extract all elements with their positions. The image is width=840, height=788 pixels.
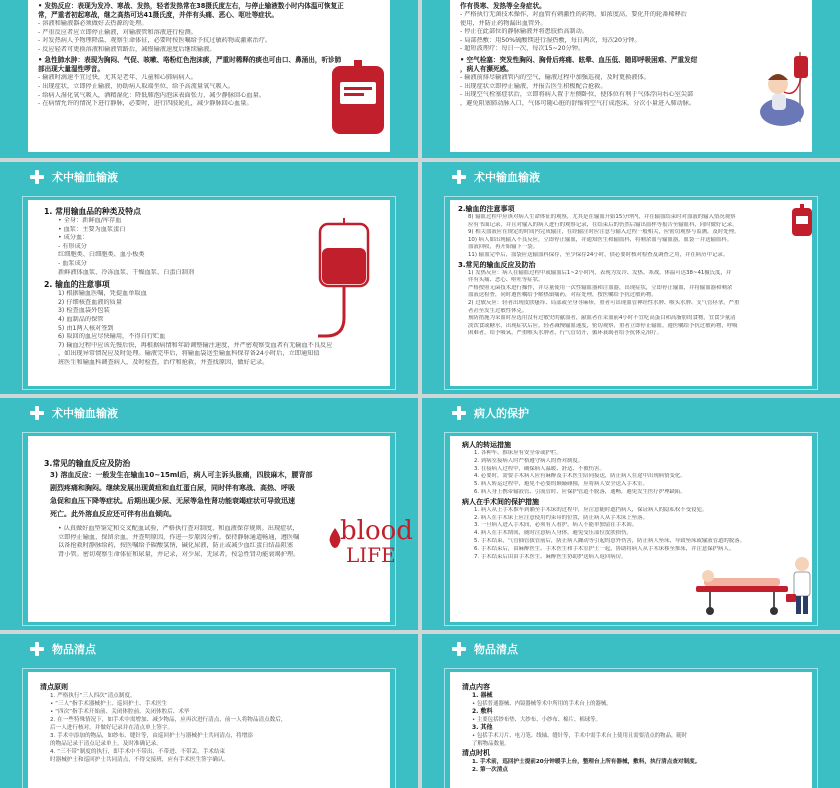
text-line: 作有畏寒、发热等全身症状。 (460, 2, 546, 10)
section-heading: 1. 常用输血品的种类及特点 (44, 207, 141, 216)
text-line: • 发热反应：表现为发冷、寒战、发热，轻者发热常在38摄氏度左右，与停止输液数小时内体温可恢复正 (38, 2, 344, 10)
list-item: 2. 到病室接病人时严格遵守病人的查对制度。 (474, 457, 584, 464)
slide-2-card (450, 0, 812, 152)
section-heading: 2. 输血的注意事项 (44, 280, 110, 290)
list-item: 班医生和输血科调查病人，及时检查，治疗和抢救，并查找原因，做好记录。 (58, 358, 269, 366)
plus-icon (452, 642, 466, 656)
list-item: 6. 手术结束后，由麻醉医生、手术医生和手术室护士一起，协助将病人从手术床移至推床，并注意保护病人。 (474, 545, 735, 552)
plus-icon (452, 406, 466, 420)
section-heading: 3.常见的输血反应及防治 (458, 260, 536, 269)
patient-iv-illustration (756, 48, 826, 134)
slide-7-text (40, 682, 286, 764)
slide-header (422, 634, 840, 664)
plus-icon (30, 642, 44, 656)
list-item: 2. 敷料 (472, 708, 493, 715)
text-line: - 停止在此部位的静脉输液并将患肢抬高制动。 (460, 28, 588, 36)
stretcher-illustration (690, 556, 820, 618)
text-line: - 超短波理疗：每日一次，每次15~20分钟。 (460, 45, 585, 53)
text-line: - 出现症状立即停止输液，并报告医生积极配合抢救。 (460, 82, 607, 90)
slide-title: 病人的保护 (474, 407, 529, 420)
list-item: 3. 一旦病人进入手术间，必须有人看护，病人不能单独留在手术间。 (474, 522, 638, 529)
section-heading: 3.常见的输血反应及防治 (44, 459, 131, 468)
text-line: - 在病情允许的情况下进行静脉，必要时，进行四肢轮扎，减少静脉回心血量。 (38, 100, 253, 108)
text-line: 常，严重者初起寒战，继之高热可达41摄氏度，并伴有头痛、恶心、呕吐等症状。 (38, 11, 278, 19)
list-item: 2) 过敏反应：轻者出现皮肤瘙痒、局部或全身荨麻疹，重者可出现血管神经性水肿、喉头水肿、支气管痉挛，严重 (468, 299, 740, 306)
list-item: 3. 手术中添加的物品，如纱布、缝针等，由巡回护士与器械护士共同清点，将增添 (50, 733, 253, 739)
blood-bag-icon (790, 204, 814, 238)
blood-bag-illustration (326, 60, 390, 138)
list-item: • 包括手术刀片、电刀笔、线轴、缝针等，手术中需手术台上使用且需要清点的物品，随时 (472, 733, 688, 739)
list-item: 时器械护士和巡回护士共同清点，不得交接班，应有手术医生签字确认。 (50, 757, 230, 763)
list-item: 者甚至发生过敏性休克。 (468, 307, 528, 314)
list-item: • 全身：新鲜血/库存血 (58, 217, 122, 224)
text-line: ，病人有濒死感。 (460, 64, 513, 73)
slide-1 (0, 0, 418, 158)
list-item: 7. 手术结束后由由手术医生、麻醉医生协助护送病人返回病房。 (474, 553, 627, 560)
life-word: LIFE (346, 543, 396, 567)
list-item: 4. “三不带”制度的执行，即手术中不带出、不带进、不带丢，手术结束 (50, 749, 226, 755)
slide-8-text (462, 682, 700, 774)
slide-title: 术中输血输液 (52, 171, 118, 184)
slide-1-card (28, 0, 390, 152)
list-item: 5) 由1两人核对签到 (58, 324, 114, 332)
list-item: 3) 检查血袋外包装 (58, 307, 110, 315)
list-item: 10) 病人如出现输入不良反应，立即停止输血，并通知医生和输血科，将剩余血与输血器，血袋一并送输血科。 (468, 236, 733, 243)
list-item: 5. 病人转运过程中，避免不必要的颠簸碰撞，应将病人安全送入手术室。 (474, 481, 648, 488)
text-line: - 给病人湿化氧气吸入，酒精湿化：降低肺泡内泡沫表面张力，减少静脉回心血量。 (38, 91, 265, 99)
list-item: • “三人”指手术器械护士、巡回护士、手术医生 (50, 701, 168, 707)
text-line: - 溶液和输液器必须做好去热源的处理。 (38, 20, 148, 27)
list-item: 2. 第一次清点 (472, 767, 508, 773)
list-item: 1. 严格执行“三人四次”清点制度。 (50, 693, 136, 699)
text-line: - 严格执行无菌技术操作，对血管有刺激性的药物，如浓度高，要化开的轮番稀释后 (460, 11, 687, 18)
list-item: - 血浆成分 (58, 259, 87, 267)
text-line: 剧烈疼痛和胸闷。继续发展出现黄疸和血红蛋白尿，同时伴有寒战、高热、呼吸 (50, 484, 295, 492)
list-item: 3. 其他 (472, 724, 493, 731)
list-item: 1) 发热反应：病人在输血过程中或输血后1~2小时内，表现为发冷、发热、寒战，体温可达38~41摄氏度，并 (468, 269, 732, 276)
text-line: - 局部热敷：用50%硫酸镁进行湿热敷，每日两次，每次20分钟。 (460, 36, 641, 44)
slide-title: 物品清点 (52, 643, 96, 656)
section-heading: 2.输血的注意事项 (458, 205, 515, 213)
list-item: 4. 病人在手术期间，随时注意病人身体，避免受压部位皮肤损伤。 (474, 530, 632, 537)
list-item: 立即停止输血，保留余血，并查明原因，作进一步原因分析。保持静脉通道畅通，遵医嘱 (58, 533, 300, 541)
list-item: 后一人进行核对，并做好记录并在清点单上签字。 (50, 725, 174, 731)
list-item: 1. 病人从上手术推车到躺至手术床的过程中，应注意随时遮挡病人，保证病人的隐私权不受侵犯。 (474, 506, 708, 513)
text-line: - 反应轻者可更换溶液和输液管路后，减慢输液速度后继续输液。 (38, 45, 216, 53)
blood-word: blood (340, 516, 413, 546)
plus-icon (30, 406, 44, 420)
list-item: 淡饮食或糖水，出现症状后应，轻者减慢输血速度，密切观察，重者立即停止输血，遵医嘱给予抗过敏药物，呼吸 (468, 322, 738, 329)
list-item: 2) 仔细核查血液的质量 (58, 298, 123, 306)
slide-8 (422, 634, 840, 788)
list-item: 11) 输血完毕后，血袋应送输血科保存，至少保存24小时，供必要时核对检查及调查之用，并在病历中记录。 (468, 251, 729, 258)
section-heading: 病人的转运措施 (462, 441, 511, 449)
slide-title: 物品清点 (474, 643, 518, 656)
slide-6-card (450, 436, 812, 622)
list-item: 4) 血制品的保管 (58, 315, 104, 323)
text-line: ，避免阻塞肺动脉入口，气体可随心脏的舒缩将空气打成泡沫，分次小量进入肺动脉。 (460, 99, 696, 107)
list-item: 1. 各种车、推床应有安全带或护栏。 (474, 450, 562, 456)
text-line: 部出现大量湿性啰音。 (38, 65, 104, 74)
blood-bag-illustration (314, 218, 374, 348)
list-item: 血液回收，再开始输下一袋。 (468, 244, 539, 251)
list-item: 了解物品数量。 (472, 741, 510, 747)
list-item: 7) 输血过程中应该先慢后快，再根据病情和年龄调整输注速度，并严密观察受血者有无输血不良反应 (58, 341, 333, 349)
list-item: 伴有头痛、恶心、呕吐等症状。 (468, 277, 544, 284)
list-item: 6) 取回的血应尽快输用，不得自行贮血 (58, 333, 166, 341)
list-item: 的物品记录于清点记录单上，及时准确记录。 (50, 741, 162, 747)
section-heading: 清点原则 (40, 683, 68, 691)
slide-5 (0, 398, 418, 630)
text-line: 使用，并防止药物漏出血管外。 (460, 19, 547, 27)
text-line: - 对发热病人予物理降温，观察生命体征，必要时按医嘱给予抗过敏药物或激素治疗。 (38, 37, 272, 45)
text-line: - 出现症状，立即停止输液，协助病人取端坐位，给予高流量氧气吸入。 (38, 82, 235, 90)
slide-6 (422, 398, 840, 630)
list-item: • 血浆：主要为血浆蛋白 (58, 225, 126, 233)
list-item: 肾小管。密切观察生命体征和尿量，并记录，对少尿、无尿者，按急性肾功能衰竭护理。 (58, 550, 300, 558)
text-line: - 严重反应者应立即停止输液，对输液管和溶液进行检测。 (38, 28, 197, 36)
slide-3 (0, 162, 418, 394)
list-item: 4. 必要时，需要手术病人应有麻醉及手术医生陪同接送，防止病人在途中出现病情变化。 (474, 473, 686, 480)
list-item: 预防措施为采血时应选用没有过敏史的献血者，献血者在采血前4小时不宜吃高蛋白和高脂肪的食物，宜食少量清 (468, 315, 736, 322)
text-line: • 急性肺水肿：表现为胸闷、气促、咳嗽、咯粉红色泡沫痰，严重时稀释的痰也可由口、鼻涌出，听诊肺 (38, 56, 342, 65)
list-item: • 主要包括纱布垫、大纱布、小纱布、棉片、棉球等。 (472, 717, 601, 723)
slide-title: 术中输血输液 (52, 407, 118, 420)
slide-8-card (450, 672, 812, 788)
slide-4-card (450, 200, 812, 386)
list-item: • 成分血： (58, 234, 89, 242)
list-item: 2. 病人在手术床上应注意使用约束带的位置，防止病人从手术床上坠落。 (474, 514, 648, 521)
slide-5-card (28, 436, 413, 622)
text-line: - 输液前排尽输液管内的空气，输液过程中加强巡视，及时更换液体。 (460, 73, 650, 81)
text-line: - 输液时滴速不宜过快，尤其是老年、儿童和心肺病病人。 (38, 74, 197, 82)
list-item: 1) 根据输血医嘱，凭提血单取血 (58, 290, 147, 298)
slide-header (0, 398, 418, 428)
slide-header (422, 162, 840, 192)
list-item: 9) 相关血液应在规定的时间内完成输注，在经输注时应注意与输入过程一般相关，应密切观察与监测，及时处理。 (468, 229, 740, 236)
list-item: 红细胞类、白细胞类、血小板类 (58, 251, 145, 259)
slide-4-text (458, 204, 788, 338)
list-item: 应有书面记录，并且对输入的病人进行的观察记录，在结束后的仍然后输出血样等报告至输血科，同时做好记录。 (468, 221, 738, 228)
slide-4 (422, 162, 840, 394)
slide-7-card (28, 672, 390, 788)
text-line: 死亡。此外溶血反应还可伴有出血倾向。 (50, 510, 176, 518)
list-item: 1. 手术前，巡回护士提前20分钟暖手上台，整理台上所有器械，敷料，执行清点查对制度。 (472, 759, 701, 765)
plus-icon (452, 170, 466, 184)
list-item: 5. 手术结束，气管插管拔管前后，防止病人躁动等引起的意外伤害，防止病人坠床，导致坠床或输液管道的脱落。 (474, 537, 745, 544)
slide-header (422, 398, 840, 428)
list-item: 以备抢救时静脉给药，按医嘱给予碳酸氢钠，碱化尿液，防止或减少血红蛋白结晶阻塞 (58, 542, 294, 550)
list-item: 血液送检查，同时遵医嘱给予解热镇痛药，对症处理，按医嘱给予抗过敏药物。 (468, 292, 657, 299)
slide-title: 术中输血输液 (474, 171, 540, 184)
slide-1-text (38, 2, 344, 109)
list-item: ，如出现异常情况应及时处理。输液完毕后，将输血袋送至输血科保存备24小时后，立即通知值 (58, 350, 320, 358)
slide-7 (0, 634, 418, 788)
slide-3-card (28, 200, 390, 386)
list-item: 新鲜液体血浆、冷冻血浆、干燥血浆、白蛋白制剂 (58, 268, 195, 276)
section-heading: 清点时机 (462, 749, 490, 757)
slide-2-text (460, 2, 697, 108)
list-item: 8) 输血过程中应该对病人生命体征的观察，尤其是在输血开始15分钟内，并在输血结束时对血液的输入情况观察 (468, 214, 736, 220)
section-heading: 病人在手术间的保护措施 (462, 497, 539, 506)
list-item: 1. 器械 (472, 692, 493, 699)
list-item: • 包括普通器械、内镜器械等术中所用的手术台上的器械。 (472, 701, 612, 707)
slide-header (0, 634, 418, 664)
list-item: 严格按照无菌技术进行操作，并尽量使用一次性输血器和注血器，出现症状，立即停止输血，并将输血器和剩余 (468, 284, 733, 291)
text-line: - 出现空气栓塞症状后，立即将病人置于左侧卧位，使体位有利于气体浮向右心室尖部 (460, 91, 694, 99)
list-item: • “四次”指手术开始前、关闭体腔前、关闭体腔后、术毕 (50, 709, 190, 715)
list-item: 困难者，给予吸氧，严重喉头水肿者，行气管切开，循环衰竭者给予抗休克治疗。 (468, 330, 663, 337)
blood-drop-icon (328, 528, 342, 548)
list-item: - 有形成分 (58, 242, 87, 250)
list-item: 2. 在一些特殊情况下，如手术中需增加、减少物品，应再次进行清点，前一人将物品清点数后， (50, 717, 287, 723)
text-line: • 空气栓塞：突发性胸闷、胸骨后疼痛、眩晕、血压低、随即呼吸困难、严重发绀 (460, 55, 698, 64)
list-item: • 认真做好血型鉴定和交叉配血试验，严格执行查对制度，和血液保存规则。出现症状， (58, 525, 299, 532)
list-item: 3. 在接病人过程中，确保病人温暖、舒适、不被伤害。 (474, 465, 605, 472)
text-line: 急促和血压下降等症状。后期出现少尿、无尿等急性肾功能衰竭症状可导致迅速 (50, 497, 295, 505)
text-line: 3) 溶血反应：一般发生在输血10~15ml后，病人可主诉头胀痛，四肢麻木，腰背部 (50, 471, 313, 479)
slide-5-text (44, 458, 328, 559)
section-heading: 清点内容 (462, 683, 490, 691)
plus-icon (30, 170, 44, 184)
slide-2 (422, 0, 840, 158)
slide-6-text (462, 440, 802, 561)
slide-header (0, 162, 418, 192)
list-item: 6. 病人身上携带输液管、引流管时，应保护管道不脱落，通畅，避免发生医疗护理缺陷。 (474, 488, 686, 495)
